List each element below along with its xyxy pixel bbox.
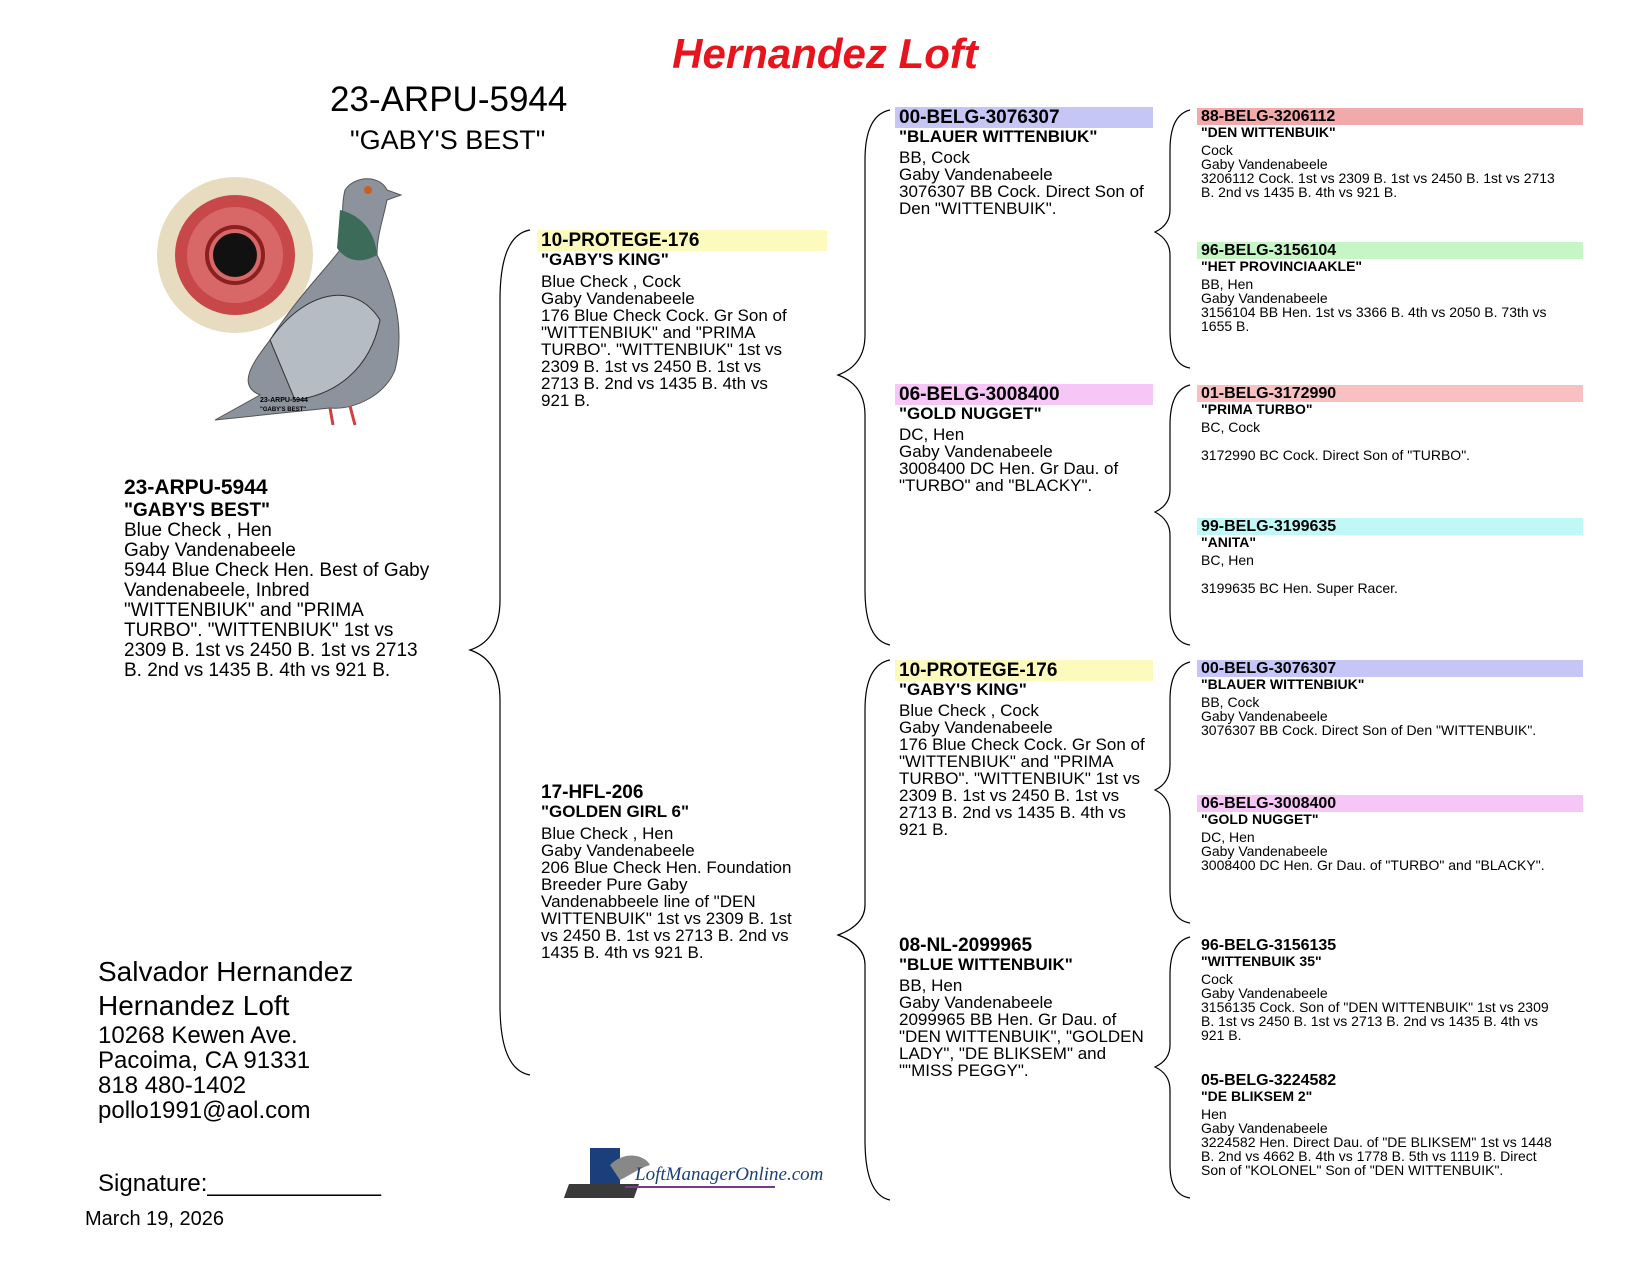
sire-note: 176 Blue Check Cock. Gr Son of — [541, 306, 787, 325]
gen4-ring: 96-BELG-3156135 — [1201, 937, 1337, 954]
gen4-breeder: Gaby Vandenabeele — [1201, 985, 1328, 1001]
dam-note: Breeder Pure Gaby — [541, 875, 688, 894]
gen4-note: 3008400 DC Hen. Gr Dau. of "TURBO" and "BLACKY". — [1201, 857, 1545, 873]
gen4-card — [1197, 1072, 1583, 1177]
gen3-name: "BLUE WITTENBUIK" — [899, 955, 1073, 974]
gen4-color-sex: Cock — [1201, 971, 1233, 987]
owner-phone: 818 480-1402 — [98, 1072, 247, 1099]
owner-loft: Hernandez Loft — [98, 990, 290, 1021]
dam-card — [537, 782, 837, 961]
gen3-note: 176 Blue Check Cock. Gr Son of — [899, 735, 1145, 754]
gen4-note: B. 1st vs 2450 B. 1st vs 2713 B. 2nd vs 1435 B. 4th vs — [1201, 1013, 1538, 1029]
gen3-note: 2099965 BB Hen. Gr Dau. of — [899, 1010, 1117, 1029]
gen3-name: "GOLD NUGGET" — [899, 404, 1042, 423]
gen4-ring: 99-BELG-3199635 — [1197, 518, 1583, 535]
gen3-color-sex: DC, Hen — [899, 425, 965, 444]
dam-color-sex: Blue Check , Hen — [541, 824, 674, 843]
gen4-color-sex: BC, Hen — [1201, 552, 1254, 568]
owner-name: Salvador Hernandez — [98, 956, 354, 987]
bracket-gen3-4 — [1155, 937, 1190, 1198]
subject-ring-heading: 23-ARPU-5944 — [330, 80, 568, 119]
gen3-name: "GABY'S KING" — [899, 680, 1027, 699]
photo-caption-ring: 23-ARPU-5944 — [260, 397, 308, 404]
gen4-card — [1197, 795, 1583, 872]
bracket-gen3-2 — [1155, 385, 1190, 645]
sire-note: "WITTENBIUK" and "PRIMA — [541, 323, 756, 342]
owner-info — [98, 955, 353, 1123]
gen4-note: Son of "KOLONEL" Son of "DEN WITTENBUIK". — [1201, 1162, 1504, 1178]
gen3-note: "WITTENBIUK" and "PRIMA — [899, 752, 1114, 771]
owner-email: pollo1991@aol.com — [98, 1097, 311, 1124]
gen3-name: "BLAUER WITTENBIUK" — [899, 127, 1098, 146]
owner-city: Pacoima, CA 91331 — [98, 1047, 311, 1074]
gen4-note: 3156135 Cock. Son of "DEN WITTENBUIK" 1st vs 2309 — [1201, 999, 1549, 1015]
sire-ring: 10-PROTEGE-176 — [537, 230, 827, 251]
gen4-name: "PRIMA TURBO" — [1201, 401, 1313, 417]
gen4-card — [1197, 518, 1583, 595]
gen3-color-sex: BB, Hen — [899, 976, 963, 995]
gen3-note: 3008400 DC Hen. Gr Dau. of — [899, 459, 1119, 478]
subject-name: "GABY'S BEST" — [124, 500, 271, 521]
gen4-card — [1197, 242, 1583, 333]
subject-note: 5944 Blue Check Hen. Best of Gaby — [124, 560, 430, 581]
gen4-note: B. 2nd vs 4662 B. 4th vs 1778 B. 5th vs 1119 B. Direct — [1201, 1148, 1537, 1164]
subject-breeder: Gaby Vandenabeele — [124, 540, 296, 561]
gen4-color-sex: Cock — [1201, 142, 1233, 158]
gen3-color-sex: BB, Cock — [899, 148, 970, 167]
gen4-breeder: Gaby Vandenabeele — [1201, 843, 1328, 859]
gen3-ring: 06-BELG-3008400 — [895, 384, 1153, 405]
bracket-gen3-3 — [1155, 662, 1190, 923]
gen4-name: "DE BLIKSEM 2" — [1201, 1088, 1313, 1104]
gen4-note: 3199635 BC Hen. Super Racer. — [1201, 580, 1398, 596]
gen4-ring: 88-BELG-3206112 — [1197, 108, 1583, 125]
subject-note: "WITTENBIUK" and "PRIMA — [124, 600, 364, 621]
gen3-note: 3076307 BB Cock. Direct Son of — [899, 182, 1144, 201]
gen4-name: "GOLD NUGGET" — [1201, 811, 1319, 827]
loft-title: Hernandez Loft — [672, 30, 978, 77]
gen3-card — [895, 384, 1153, 494]
subject-card — [120, 476, 470, 681]
dam-note: Vandenabbeele line of "DEN — [541, 892, 756, 911]
gen4-color-sex: Hen — [1201, 1106, 1227, 1122]
gen3-note: 2713 B. 2nd vs 1435 B. 4th vs — [899, 803, 1126, 822]
gen4-note: 3206112 Cock. 1st vs 2309 B. 1st vs 2450 B. 1st vs 2713 — [1201, 170, 1555, 186]
bracket-subject — [470, 230, 530, 1075]
gen3-ring: 10-PROTEGE-176 — [895, 660, 1153, 681]
dam-breeder: Gaby Vandenabeele — [541, 841, 695, 860]
bracket-sire — [838, 110, 890, 645]
gen4-ring: 05-BELG-3224582 — [1201, 1072, 1337, 1089]
brand-text: LoftManagerOnline.com — [635, 1164, 824, 1185]
gen4-breeder: Gaby Vandenabeele — [1201, 1120, 1328, 1136]
subject-note: Vandenabeele, Inbred — [124, 580, 310, 601]
gen3-note: 2309 B. 1st vs 2450 B. 1st vs — [899, 786, 1120, 805]
dam-name: "GOLDEN GIRL 6" — [541, 802, 690, 821]
signature-line: Signature:_____________ — [98, 1170, 381, 1197]
dam-note: WITTENBUIK" 1st vs 2309 B. 1st — [541, 909, 792, 928]
dam-note: vs 2450 B. 1st vs 2713 B. 2nd vs — [541, 926, 789, 945]
print-date: March 19, 2026 — [85, 1208, 224, 1230]
gen3-card — [895, 935, 1153, 1079]
gen3-card — [895, 107, 1153, 217]
gen4-note: 3224582 Hen. Direct Dau. of "DE BLIKSEM" 1st vs 1448 — [1201, 1134, 1552, 1150]
gen3-note: 921 B. — [899, 820, 949, 839]
gen3-note: LADY", "DE BLIKSEM" and — [899, 1044, 1107, 1063]
gen3-breeder: Gaby Vandenabeele — [899, 442, 1053, 461]
subject-ring: 23-ARPU-5944 — [124, 476, 268, 499]
gen4-name: "ANITA" — [1201, 534, 1257, 550]
gen4-ring: 06-BELG-3008400 — [1197, 795, 1583, 812]
brand-logo — [585, 1140, 824, 1210]
subject-name-heading: "GABY'S BEST" — [350, 125, 546, 155]
sire-name: "GABY'S KING" — [541, 250, 669, 269]
owner-address: 10268 Kewen Ave. — [98, 1022, 298, 1049]
dam-note: 1435 B. 4th vs 921 B. — [541, 943, 704, 962]
sire-note: 921 B. — [541, 391, 591, 410]
gen4-name: "HET PROVINCIAAKLE" — [1201, 258, 1363, 274]
gen4-card — [1197, 660, 1583, 737]
sire-note: 2713 B. 2nd vs 1435 B. 4th vs — [541, 374, 768, 393]
gen4-note: 1655 B. — [1201, 318, 1250, 334]
gen4-note: 3076307 BB Cock. Direct Son of Den "WITTENBUIK". — [1201, 722, 1537, 738]
gen4-card — [1197, 937, 1583, 1042]
gen4-breeder: Gaby Vandenabeele — [1201, 290, 1328, 306]
gen3-note: TURBO". "WITTENBIUK" 1st vs — [899, 769, 1141, 788]
gen3-ring: 00-BELG-3076307 — [895, 107, 1153, 128]
gen4-note: 921 B. — [1201, 1027, 1242, 1043]
gen4-card — [1197, 108, 1583, 199]
dam-ring: 17-HFL-206 — [541, 782, 644, 803]
gen3-note: Den "WITTENBUIK". — [899, 199, 1057, 218]
gen3-note: "DEN WITTENBUIK", "GOLDEN — [899, 1027, 1144, 1046]
gen4-ring: 00-BELG-3076307 — [1197, 660, 1583, 677]
sire-note: TURBO". "WITTENBIUK" 1st vs — [541, 340, 783, 359]
gen4-breeder: Gaby Vandenabeele — [1201, 708, 1328, 724]
sire-card — [537, 230, 827, 409]
gen3-color-sex: Blue Check , Cock — [899, 701, 1039, 720]
dam-note: 206 Blue Check Hen. Foundation — [541, 858, 792, 877]
gen4-note: 3172990 BC Cock. Direct Son of "TURBO". — [1201, 447, 1471, 463]
gen4-note: B. 2nd vs 1435 B. 4th vs 921 B. — [1201, 184, 1398, 200]
sire-note: 2309 B. 1st vs 2450 B. 1st vs — [541, 357, 762, 376]
gen4-note: 3156104 BB Hen. 1st vs 3366 B. 4th vs 2050 B. 73th vs — [1201, 304, 1547, 320]
gen4-name: "DEN WITTENBUIK" — [1201, 124, 1336, 140]
gen4-name: "BLAUER WITTENBIUK" — [1201, 676, 1365, 692]
gen4-color-sex: BB, Cock — [1201, 694, 1260, 710]
sire-breeder: Gaby Vandenabeele — [541, 289, 695, 308]
gen3-note: ""MISS PEGGY". — [899, 1061, 1029, 1080]
gen4-color-sex: DC, Hen — [1201, 829, 1255, 845]
gen3-card — [895, 660, 1153, 838]
photo-caption-name: "GABY'S BEST" — [260, 407, 307, 413]
gen4-color-sex: BC, Cock — [1201, 419, 1261, 435]
gen4-ring: 01-BELG-3172990 — [1197, 385, 1583, 402]
gen4-card — [1197, 385, 1583, 462]
gen3-ring: 08-NL-2099965 — [899, 935, 1033, 956]
sire-color-sex: Blue Check , Cock — [541, 272, 681, 291]
gen4-breeder: Gaby Vandenabeele — [1201, 156, 1328, 172]
gen3-breeder: Gaby Vandenabeele — [899, 718, 1053, 737]
gen4-ring: 96-BELG-3156104 — [1197, 242, 1583, 259]
subject-note: 2309 B. 1st vs 2450 B. 1st vs 2713 — [124, 640, 418, 661]
gen3-breeder: Gaby Vandenabeele — [899, 165, 1053, 184]
subject-note: B. 2nd vs 1435 B. 4th vs 921 B. — [124, 660, 391, 681]
gen4-color-sex: BB, Hen — [1201, 276, 1254, 292]
gen4-name: "WITTENBUIK 35" — [1201, 953, 1322, 969]
subject-note: TURBO". "WITTENBIUK" 1st vs — [124, 620, 394, 641]
gen3-note: "TURBO" and "BLACKY". — [899, 476, 1093, 495]
bracket-gen3-1 — [1155, 110, 1190, 368]
gen3-breeder: Gaby Vandenabeele — [899, 993, 1053, 1012]
subject-color-sex: Blue Check , Hen — [124, 520, 272, 541]
bracket-dam — [838, 660, 890, 1200]
